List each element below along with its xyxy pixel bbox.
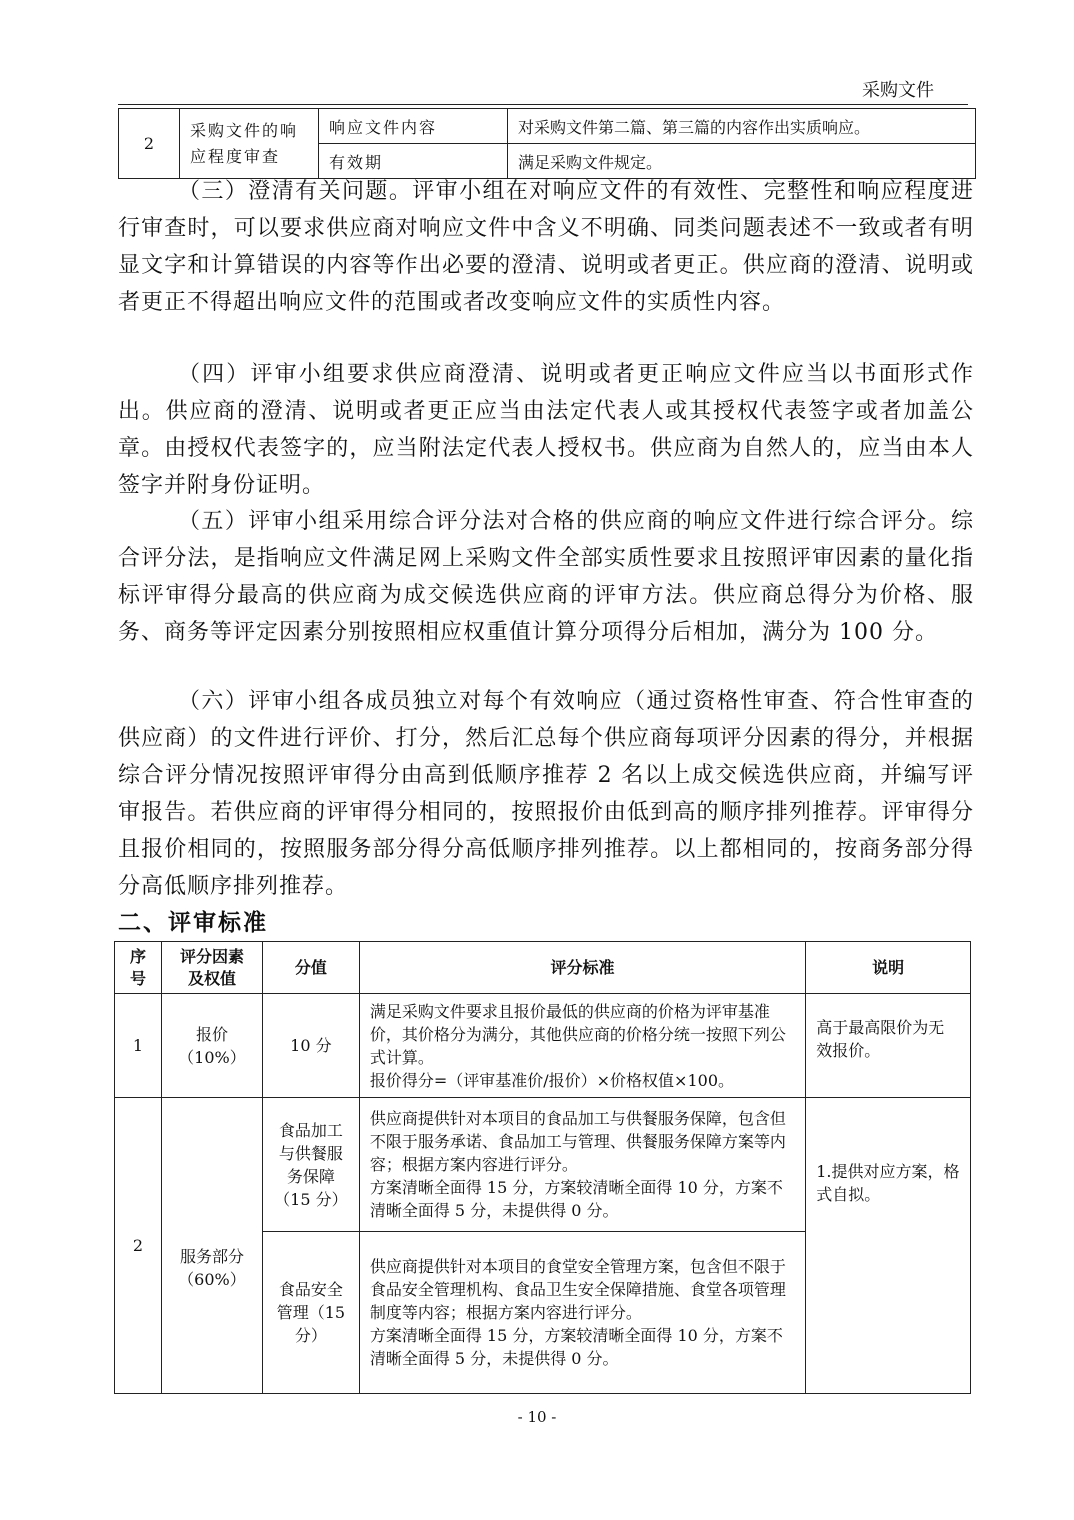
row-no: 1 — [115, 994, 162, 1098]
header-factor: 评分因素及权值 — [161, 942, 262, 994]
subfactor-name: 食品加工与供餐服务保障 — [278, 1120, 343, 1186]
factor-weight: （10%） — [178, 1047, 246, 1067]
row-subfactor — [262, 1232, 359, 1394]
factor-weight: （60%） — [178, 1269, 246, 1289]
review-requirement: 对采购文件第二篇、第三篇的内容作出实质响应。 — [508, 109, 976, 144]
paragraph-written-form: （四）评审小组要求供应商澄清、说明或者更正响应文件应当以书面形式作出。供应商的澄清、说明或者更正应当由法定代表人或其授权代表签字或者加盖公章。由授权代表签字的，应当附法定代表人授权书。供应商为自然人的，应当由本人签字并附身份证明。 — [118, 362, 974, 498]
standard-scoring: 方案清晰全面得 15 分，方案较清晰全面得 10 分，方案不清晰全面得 5 分，未提供得 0 分。 — [369, 1178, 783, 1220]
review-item: 有效期 — [319, 144, 508, 179]
table-row — [115, 994, 971, 1098]
scoring-table — [114, 941, 971, 1394]
table-header-row — [115, 942, 971, 994]
row-factor — [161, 994, 262, 1098]
paragraph-scoring-method: （五）评审小组采用综合评分法对合格的供应商的响应文件进行综合评分。综合评分法，是指响应文件满足网上采购文件全部实质性要求且按照评审因素的量化指标评审得分最高的供应商为成交候选供应商的评审方法。供应商总得分为价格、服务、商务等评定因素分别按照相应权重值计算分项得分后相加，满分为 100 分。 — [118, 509, 974, 645]
row-no: 2 — [115, 1098, 162, 1394]
header-title: 采购文件 — [862, 80, 934, 101]
section-heading: 二、评审标准 — [118, 910, 268, 936]
row-subfactor — [262, 1098, 359, 1232]
standard-formula: 报价得分=（评审基准价/报价）×价格权值×100。 — [369, 1070, 734, 1090]
row-score: 10 分 — [262, 994, 359, 1098]
header-note: 说明 — [806, 942, 971, 994]
review-requirement: 满足采购文件规定。 — [508, 144, 976, 179]
header-divider — [118, 104, 968, 105]
subfactor-name: 食品安全管理（15 分） — [276, 1280, 346, 1345]
table-row — [115, 1098, 971, 1232]
header-no: 序号 — [115, 942, 162, 994]
review-table — [118, 108, 976, 179]
review-item: 响应文件内容 — [319, 109, 508, 144]
row-standard — [359, 1098, 805, 1232]
standard-text: 供应商提供针对本项目的食堂安全管理方案，包含但不限于食品安全管理机构、食品卫生安全保障措施、食堂各项管理制度等内容；根据方案内容进行评分。 — [369, 1257, 786, 1322]
standard-text: 供应商提供针对本项目的食品加工与供餐服务保障，包含但不限于服务承诺、食品加工与管理、供餐服务保障方案等内容；根据方案内容进行评分。 — [369, 1109, 786, 1174]
header-standard: 评分标准 — [359, 942, 805, 994]
header-score: 分值 — [262, 942, 359, 994]
row-note: 1.提供对应方案，格式自拟。 — [806, 1098, 971, 1394]
paragraph-clarification: （三）澄清有关问题。评审小组在对响应文件的有效性、完整性和响应程度进行审查时，可以要求供应商对响应文件中含义不明确、同类问题表述不一致或者有明显文字和计算错误的内容等作出必要的澄清、说明或者更正。供应商的澄清、说明或者更正不得超出响应文件的范围或者改变响应文件的实质性内容。 — [118, 179, 974, 315]
row-note: 高于最高限价为无效报价。 — [806, 994, 971, 1098]
standard-scoring: 方案清晰全面得 15 分，方案较清晰全面得 10 分，方案不清晰全面得 5 分，未提供得 0 分。 — [369, 1326, 783, 1368]
factor-name: 报价 — [195, 1024, 228, 1044]
row-factor — [161, 1098, 262, 1394]
row-standard — [359, 1232, 805, 1394]
paragraph-ranking: （六）评审小组各成员独立对每个有效响应（通过资格性审查、符合性审查的供应商）的文件进行评价、打分，然后汇总每个供应商每项评分因素的得分，并根据综合评分情况按照评审得分由高到低顺序推荐 2 名以上成交候选供应商，并编写评审报告。若供应商的评审得分相同的，按照报价由低到高的顺序排列推荐。评审得分且报价相同的，按照服务部分得分高低顺序排列推荐。以上都相同的，按商务部分得分高低顺序排列推荐。 — [118, 689, 974, 899]
standard-text: 满足采购文件要求且报价最低的供应商的价格为评审基准价，其价格分为满分，其他供应商的价格分统一按照下列公式计算。 — [369, 1001, 786, 1067]
row-standard — [359, 994, 805, 1098]
review-no: 2 — [119, 109, 180, 179]
factor-name: 服务部分 — [179, 1246, 244, 1266]
table-row — [119, 109, 976, 144]
subfactor-score: （15 分） — [274, 1189, 348, 1209]
review-name: 采购文件的响应程度审查 — [180, 109, 319, 179]
page-number: - 10 - — [517, 1408, 557, 1426]
